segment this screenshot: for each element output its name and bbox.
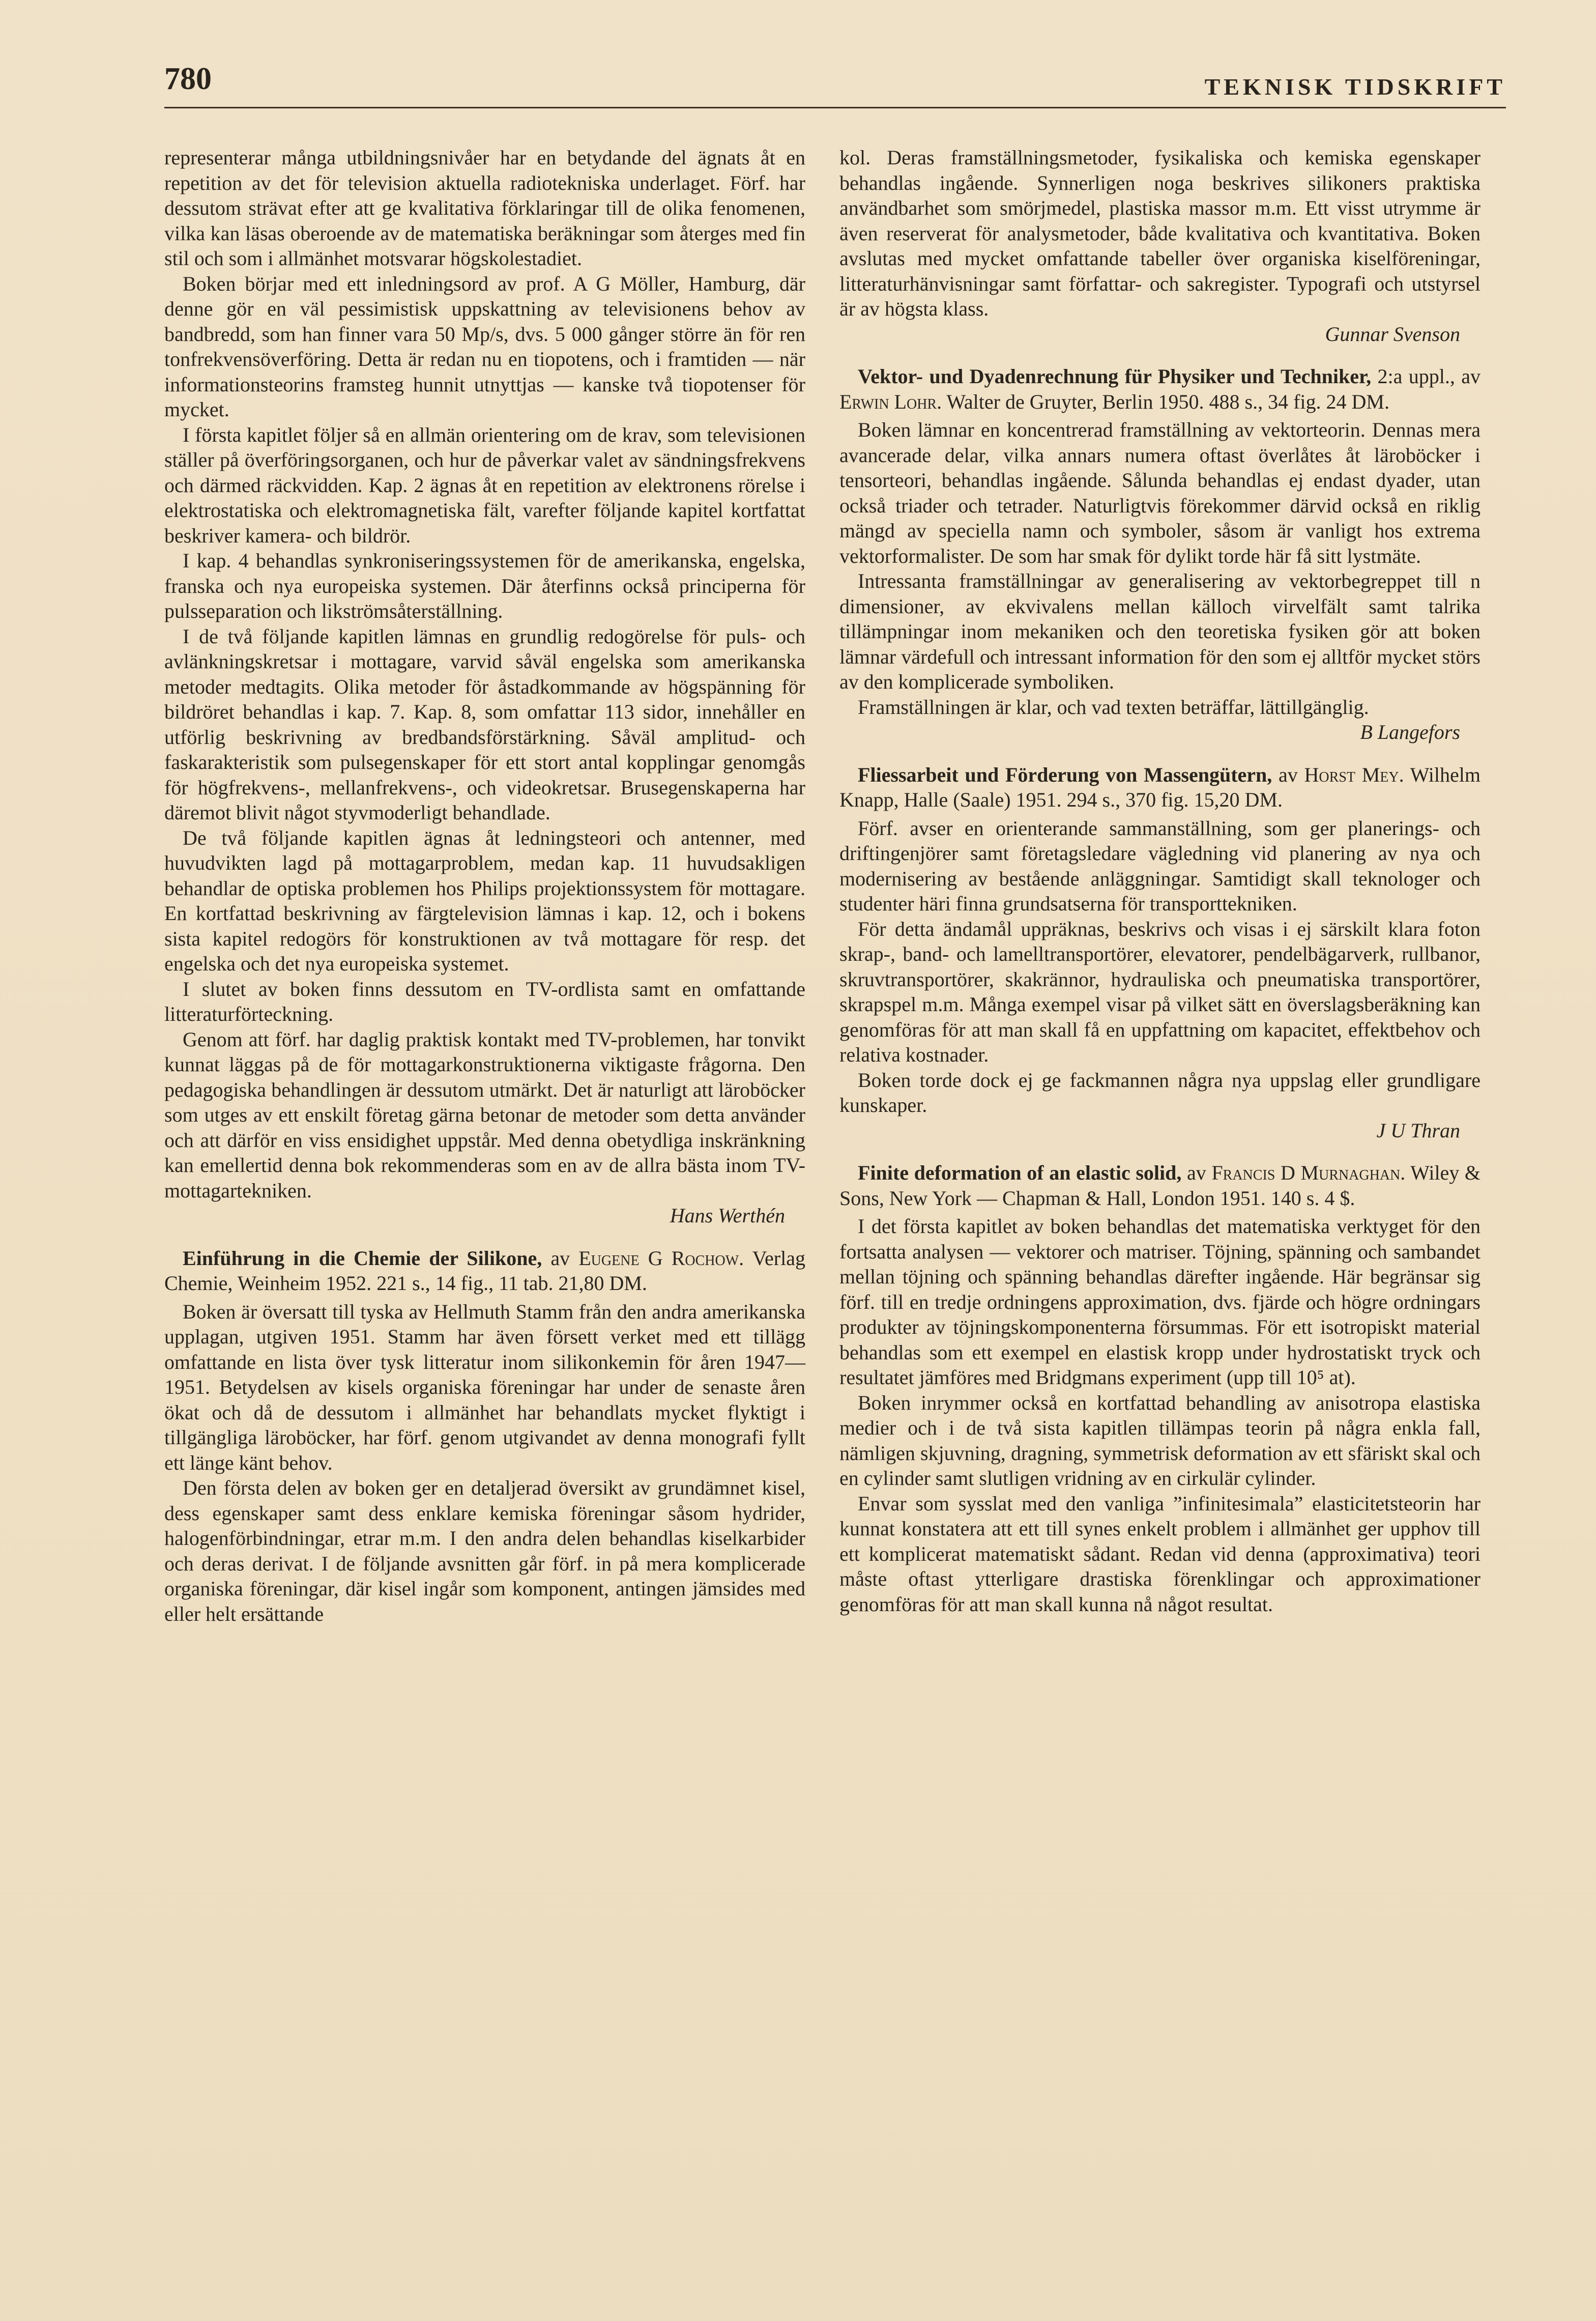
book-title: Einführung in die Chemie der Silikone,: [183, 1246, 542, 1270]
review-silikone-continued: [839, 145, 1481, 347]
paragraph: I slutet av boken finns dessutom en TV-ordlista samt en omfattande litteraturförteckning.: [164, 977, 805, 1025]
review-heading: [839, 364, 1481, 414]
book-author: Horst Mey.: [1304, 763, 1404, 786]
paragraph: I kap. 4 behandlas synkroniseringssystemen för de amerikanska, engelska, franska och nya europeiska systemen. Där återfinns också principerna för pulsseparation och likströmsåterställning.: [164, 549, 805, 622]
book-title: Fliessarbeit und Förderung von Massengütern,: [858, 763, 1272, 786]
review-fliessarbeit: [839, 762, 1481, 1143]
paragraph: För detta ändamål uppräknas, beskrivs och visas i ej särskilt klara foton skrap-, band- och lamelltransportörer, elevatorer, pendelbägarverk, rullbanor, skruvtransportörer, skakrännor, hydrauliska och pneumatiska transportörer, skrapspel m.m. Många exempel visar på vilket sätt en överslagsberäkning kan genomföras för att man skall få en uppfattning om kapacitet, effektbehov och relativa kostnader.: [839, 917, 1481, 1066]
reviewer-signature: J U Thran: [1376, 1119, 1460, 1142]
book-title: Vektor- und Dyadenrechnung für Physiker und Techniker,: [858, 365, 1372, 388]
paragraph: De två följande kapitlen ägnas åt ledningsteori och antenner, med huvudvikten lagd på mottagarproblem, medan kap. 11 huvudsakligen behandlar de optiska problemen hos Philips projektionssystem för mottagare. En kortfattad beskrivning av färgtelevision lämnas i kap. 12, och i bokens sista kapitel redogörs för konstruktionen av två mottagare för resp. det engelska och det nya europeiska systemet.: [164, 826, 805, 975]
reviewer-signature: B Langefors: [1360, 721, 1460, 743]
paragraph: I de två följande kapitlen lämnas en grundlig redogörelse för puls- och avlänkningskretsar i mottagare, varvid såväl engelska som amerikanska metoder medtagits. Olika metoder för åstadkommande av högspänning för bildröret behandlas i kap. 7. Kap. 8, som omfattar 113 sidor, innehåller en utförlig beskrivning av bredbandsförstärkning. Såväl amplitud- och faskarakteristik som pulsegenskaper för ett stort antal kopplingar genomgås för högfrekvens-, mellanfrekvens-, och videokretsar. Brusegenskaperna har däremot blivit något styvmoderligt behandlade.: [164, 624, 805, 824]
paragraph: Boken inrymmer också en kortfattad behandling av anisotropa elastiska medier och i de två sista kapitlen tillämpas teorin på några enkla fall, nämligen skjuvning, dragning, symmetrisk deformation av ett sfäriskt skal och en cylinder samt slutligen vridning av en cirkulär cylinder.: [839, 1391, 1481, 1489]
by-word: av: [1279, 763, 1298, 786]
book-author: Francis D Murnaghan.: [1211, 1161, 1406, 1184]
paragraph: Intressanta framställningar av generalisering av vektorbegreppet till n dimensioner, av ekvivalens mellan källoch virvelfält samt talrika tillämpningar inom mekaniken och den teoretiska fysiken gör att boken lämnar värdefull och intressant information för den som ej alltför mycket störs av den komplicerade symboliken.: [839, 569, 1481, 693]
paragraph: Genom att förf. har daglig praktisk kontakt med TV-problemen, har tonvikt kunnat läggas på de för mottagarkonstruktionerna viktigaste frågorna. Den pedagogiska behandlingen är dessutom utmärkt. Det är naturligt att läroböcker som utges av ett enskilt företag gärna betonar de metoder som detta använder och att därför en viss ensidighet uppstår. Med denna obetydliga inskränkning kan emellertid denna bok rekommenderas som en av de allra bästa inom TV-mottagartekniken.: [164, 1027, 805, 1202]
paragraph: I första kapitlet följer så en allmän orientering om de krav, som televisionen ställer på överföringsorganen, och hur de påverkar valet av sändningsfrekvens och därmed räckvidden. Kap. 2 ägnas åt en repetition av elektronens rörelse i elektrostatiska och elektromagnetiska fält, varefter följande kapitel kortfattat beskriver kamera- och bildrör.: [164, 423, 805, 547]
paragraph: kol. Deras framställningsmetoder, fysikaliska och kemiska egenskaper behandlas ingående. Synnerligen noga beskrives silikoners praktiska användbarhet som smörjmedel, plastiska massor m.m. Ett visst utrymme är även reserverat för analysmetoder, både kvalitativa och kvantitativa. Boken avslutas med mycket omfattande tabeller över organiska kiselföreningar, litteraturhänvisningar samt författar- och sakregister. Typografi och utstyrsel är av högsta klass.: [839, 146, 1481, 320]
page-header: [164, 56, 1506, 112]
book-details: Walter de Gruyter, Berlin 1950. 488 s., 34 fig. 24 DM.: [946, 390, 1389, 413]
review-television: [164, 145, 805, 1228]
journal-title: TEKNISK TIDSKRIFT: [1204, 74, 1506, 100]
review-heading: [839, 1160, 1481, 1211]
review-vektor: [839, 364, 1481, 745]
paragraph: Boken är översatt till tyska av Hellmuth Stamm från den andra amerikanska upplagan, utgiven 1951. Stamm har även försett verket med ett tillägg omfattande en lista över tysk litteratur inom silikonkemin för åren 1947—1951. Betydelsen av kisels organiska föreningar har under de senaste åren ökat och då de dessutom i allmänhet har behandlats mycket flyktigt i tillgängliga läroböcker, har förf. genom utgivandet av denna monografi fyllt ett länge känt behov.: [164, 1300, 805, 1474]
book-title: Finite deformation of an elastic solid,: [858, 1161, 1182, 1184]
left-column: [164, 145, 805, 1639]
book-edition: 2:a uppl., av: [1377, 365, 1481, 388]
paragraph: I det första kapitlet av boken behandlas det matematiska verktyget för den fortsatta analysen — vektorer och matriser. Töjning, spänning och sambandet mellan töjning och spänning behandlas därefter ingående. Här begränsar sig förf. till en tredje ordningens approximation, dvs. fjärde och högre ordningars produkter av töjningskomponenterna försummas. För ett isotropiskt material behandlas som ett exempel en elastisk kropp under hydrostatiskt tryck och resultatet jämföres med Bridgmans experiment (upp till 10⁵ at).: [839, 1215, 1481, 1389]
paragraph: Den första delen av boken ger en detaljerad översikt av grundämnet kisel, dess egenskaper samt dess enklare kemiska föreningar såsom hydrider, halogenförbindningar, etrar m.m. I den andra delen behandlas kiselkarbider och deras derivat. I de följande avsnitten går förf. in på mera komplicerade organiska föreningar, där kisel ingår som komponent, antingen jämsides med eller helt ersättande: [164, 1476, 805, 1625]
reviewer-signature: Gunnar Svenson: [1325, 322, 1460, 346]
book-author: Erwin Lohr.: [839, 390, 942, 413]
review-heading: [164, 1246, 805, 1296]
book-details: Wilhelm Knapp, Halle (Saale) 1951. 294 s., 370 fig. 15,20 DM.: [839, 763, 1481, 811]
paragraph: Framställningen är klar, och vad texten beträffar, lättillgänglig.: [858, 695, 1369, 719]
review-finite-deformation: [839, 1160, 1481, 1617]
paragraph: Boken börjar med ett inledningsord av prof. A G Möller, Hamburg, där denne gör en väl pessimistisk uppskattning av televisionens behov av bandbredd, som han finner vara 50 Mp/s, dvs. 5 000 gånger större än för ren tonfrekvensöverföring. Detta är redan nu en tiopotens, och i framtiden — när informationsteorins framsteg hunnit utnyttjas — kanske två tiopotenser för mycket.: [164, 272, 805, 421]
right-column: [839, 145, 1481, 1629]
header-rule: [164, 107, 1506, 108]
paragraph: Boken torde dock ej ge fackmannen några nya uppslag eller grundligare kunskaper.: [839, 1068, 1481, 1116]
review-silikone: [164, 1246, 805, 1627]
paragraph: Envar som sysslat med den vanliga ”infinitesimala” elasticitetsteorin har kunnat konstatera att ett till synes enkelt problem i allmänhet ger upphov till ett komplicerat matematiskt sådant. Redan vid denna (approximativa) teori måste oftast ytterligare drastiska förenklingar och approximationer genomföras för att man skall kunna nå något resultat.: [839, 1492, 1481, 1616]
paragraph: Förf. avser en orienterande sammanställning, som ger planerings- och driftingenjörer samt företagsledare vägledning vid planering av nya och modernisering av bestående anläggningar. Samtidigt skall teknologer och studenter häri finna grundsatserna för transporttekniken.: [839, 816, 1481, 915]
by-word: av: [1187, 1161, 1206, 1184]
review-heading: [839, 762, 1481, 813]
page-number: 780: [164, 62, 212, 96]
by-word: av: [550, 1246, 570, 1270]
paragraph: representerar många utbildningsnivåer har en betydande del ägnats åt en repetition av det för television aktuella radiotekniska underlaget. Förf. har dessutom strävat efter att ge kvalitativa förklaringar till de olika fenomenen, vilka kan läsas oberoende av de matematiska beräkningar som återges med fin stil och som i allmänhet motsvarar högskolestadiet.: [164, 146, 805, 270]
book-details: Wiley & Sons, New York — Chapman & Hall, London 1951. 140 s. 4 $.: [839, 1161, 1481, 1210]
paragraph: Boken lämnar en koncentrerad framställning av vektorteorin. Dennas mera avancerade delar, vilka annars numera oftast överlåtes åt läroböcker i tensorteori, behandlas ingående. Sålunda behandlas ej endast dyader, utan också triader och tetrader. Naturligtvis förekommer därvid också en riklig mängd av speciella namn och symboler, såsom är vanligt hos extrema vektorformalister. De som har smak för dylikt torde här få sitt lystmäte.: [839, 418, 1481, 567]
reviewer-signature: Hans Werthén: [670, 1204, 785, 1227]
book-details: Verlag Chemie, Weinheim 1952. 221 s., 14 fig., 11 tab. 21,80 DM.: [164, 1246, 805, 1295]
book-author: Eugene G Rochow.: [578, 1246, 744, 1270]
